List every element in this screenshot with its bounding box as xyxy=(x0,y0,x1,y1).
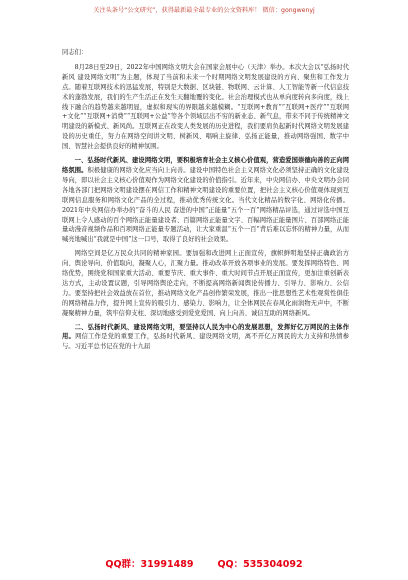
footer-contact xyxy=(0,556,408,570)
paragraph xyxy=(62,156,349,245)
paragraph-text: 8月28日至29日，2022年中国网络文明大会在国家会展中心（天津）举办。本次大会以“弘扬时代新风 建设网络文明”为主题，体现了当前和未来一个时期网络文明发展建设的方向、聚焦和工作发力点。随着互联网技术的迅猛发展，特别是大数据、区块链、物联网、云计算、人工智能等新一代信息技术的蓬勃发展，我们的生产生活正在发生天翻地覆的变化。社会治理模式也从单向度转向多向度，线上线下融合的趋势越来越明显，虚拟和现实的界限越来越模糊。“互联网+教育”“互联网+医疗”“互联网+文化”“互联网+消费”“互联网+公益”等各个领域层出不穷的新业态、新气息，带来不同于传统精神文明建设的新模式、新风尚。互联网正在改变人类发展的历史进程，我们要肩负起新时代网络文明发展建设的历史重任，努力在网络空间讲文明、树新风、唱响主旋律、弘扬正能量，推动网络强国、数字中国、智慧社会提供良好的精神氛围。 xyxy=(62,63,349,151)
paragraph-text: 积极健康的网络文化应当向上向善。建设中国特色社会主义网络文化必须坚持正确的文化建设导向，即以社会主义核心价值观作为网络文化建设的价值指引。近年来，中央网信办、中央文明办会同各地各部门把网络文明建设摆在网信工作和精神文明建设的重要位置，把社会主义核心价值观体现到互联网信息服务和网络文化产品的全过程，推动优秀传统文化。当代文化精品的数字化、网络化传播。2021年中央网信办举办的“奋斗的人民 奋进的中国”正能量“五个一百”网络精品评选，通过评选中国互联网上令人感动的百个网络正能量建设者、百篇网络正能量文字、百幅网络正能量图片、百部网络正能量动漫音视频作品和百项网络正能量专题活动，让大家重温“五个一百”背后难以忘怀的精神力量，从而喊亮地喊出“我就是中国”这一口号，取得了良好的社会效果。 xyxy=(62,166,350,244)
section-heading: 一、弘扬时代新风、建设网络文明，要积极培育社会主义核心价值观，营造爱国崇德向善的正向网络氛围。 xyxy=(62,157,349,174)
paragraph xyxy=(62,63,349,152)
paragraph-text: 网信工作是党的重要工作，弘扬时代新风、建设网络文明，离不开亿万网民的大力支持和热情参与。习近平总书记在党的十九届 xyxy=(62,333,350,351)
section-heading: 二、弘扬时代新风、建设网络文明，要坚持以人民为中心的发展思想，发挥好亿万网民的主体作用。 xyxy=(62,323,349,341)
qq-group: QQ群：31991489 xyxy=(105,559,194,570)
qq-contact: QQ：535304092 xyxy=(217,559,303,570)
greeting: 同志们： xyxy=(62,49,88,56)
header-banner: 关注头条号“公文研究”，获得最新最全最专业的公文资料库！ 微信：gongwenyj xyxy=(93,7,315,14)
paragraph xyxy=(62,249,349,318)
document-body xyxy=(62,48,349,356)
paragraph xyxy=(62,323,349,353)
paragraph-text: 网络空间是亿万民众共同的精神家园。要加强和改进网上正面宣传，旗帜鲜明地坚持正确政治方向、舆论导向、价值取向，凝聚人心，汇聚力量。推动改革开放各项事业的发展。要发挥网络特色、网络优势，围绕党和国家重大活动、重要节庆、重大事件、重大时间节点开展正面宣传，更加注重创新表达方式，主动设置议题，引导网络舆论走向，不断提高网络新闻舆论传播力、引导力、影响力、公信力。要坚持把社会效益放在首位，推动网络文化产品创作繁荣发展，推出一批思想性艺术性观赏性俱佳的网络精品力作，提升网上宣传的吸引力、感染力、影响力，让全体网民在春风化雨润物无声中，不断凝聚精神力量，筑牢信仰支柱、深切地感受到爱党爱国、向上向善、诚信互助的网络新风。 xyxy=(62,250,349,317)
